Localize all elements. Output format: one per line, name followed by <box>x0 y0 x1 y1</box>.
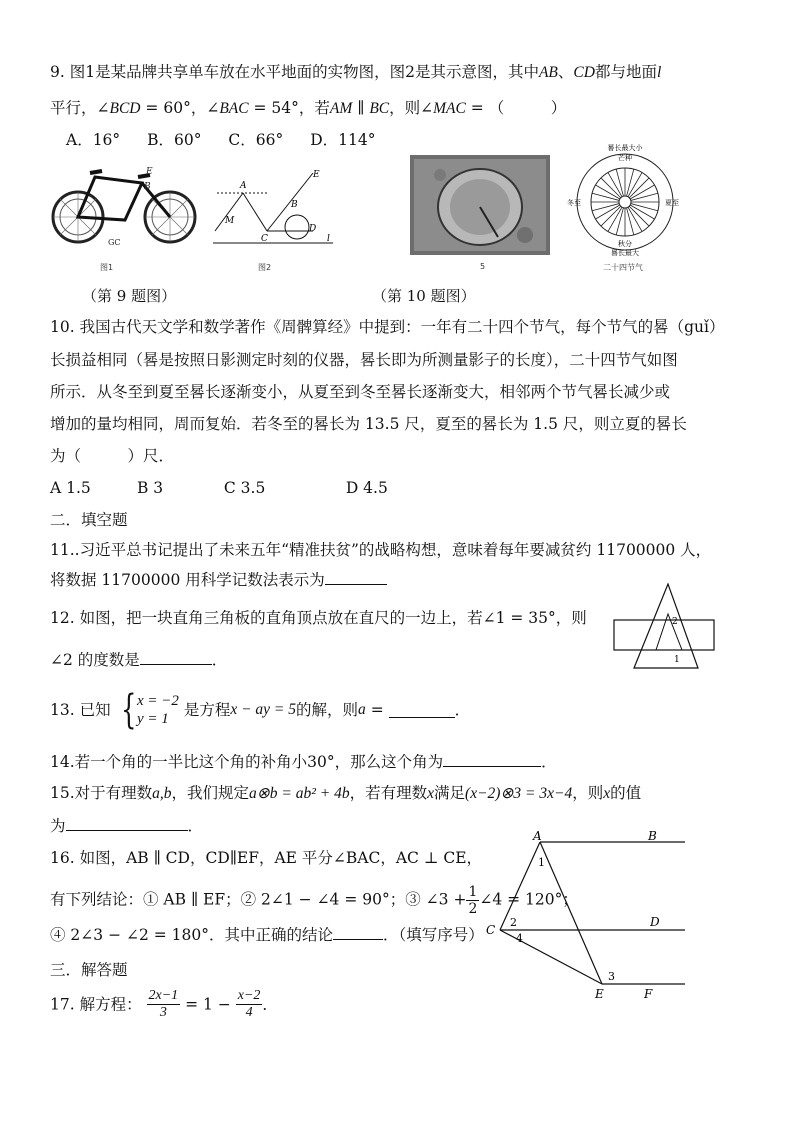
q10-line4: 增加的量均相同，周而复始．若冬至的晷长为 13.5 尺，夏至的晷长为 1.5 尺，则立夏的晷长 <box>50 415 687 433</box>
section-solve: 三．解答题 <box>50 961 128 979</box>
q9-option-a: A．16° <box>66 131 121 149</box>
wheel-label-autumn: 秋分 <box>618 240 632 248</box>
photo-caption: 5 <box>480 262 486 271</box>
svg-text:C: C <box>261 234 268 244</box>
wheel-spoke <box>601 178 621 198</box>
q13-answer-blank[interactable] <box>389 703 455 718</box>
svg-text:E: E <box>595 987 604 1000</box>
q9-line1: 9. 图1是某品牌共享单车放在水平地面的实物图，图2是其示意图，其中AB、CD都与地面l <box>50 63 662 81</box>
svg-text:C: C <box>486 923 496 937</box>
q9-option-d: D．114° <box>310 131 376 149</box>
q9-line2: 平行，∠BCD = 60°，∠BAC = 54°，若AM ∥ BC，则∠MAC = （ ） <box>50 99 567 117</box>
wheel-spoke <box>631 193 658 200</box>
wheel-label-winter: 冬至 <box>567 199 581 207</box>
q10-options <box>50 478 428 498</box>
q11-line2: 将数据 11700000 用科学记数法表示为 <box>50 570 387 590</box>
wheel-spoke <box>627 208 634 235</box>
wheel-spoke <box>631 204 658 211</box>
q16-line1: 16. 如图，AB ∥ CD，CD∥EF，AE 平分∠BAC，AC ⊥ CE， <box>50 849 483 867</box>
svg-text:B: B <box>648 830 657 843</box>
q12-angle-2: 2 <box>672 617 678 627</box>
wheel-label-max: 晷长最大 <box>611 249 639 257</box>
svg-text:M: M <box>225 216 235 226</box>
svg-text:3: 3 <box>608 970 615 983</box>
q12-angle-1: 1 <box>674 655 680 665</box>
q10-option-a: A 1.5 <box>50 479 91 497</box>
svg-text:D: D <box>309 224 317 234</box>
q16-answer-blank[interactable] <box>333 925 383 940</box>
svg-text:E: E <box>313 170 320 180</box>
svg-text:l: l <box>327 234 330 244</box>
q9-option-b: B．60° <box>147 131 202 149</box>
q9-figure-caption: （第 9 题图） <box>82 287 177 305</box>
q11-line1: 11..习近平总书记提出了未来五年“精准扶贫”的战略构想，意味着每年要减贫约 11700000 人， <box>50 541 712 559</box>
wheel-label-summer: 夏至 <box>665 199 679 207</box>
svg-text:1: 1 <box>538 856 545 869</box>
q10-line1: 10. 我国古代天文学和数学著作《周髀算经》中提到：一年有二十四个节气，每个节气的晷（guǐ） <box>50 318 725 336</box>
wheel-top-label: 晷长最大小 <box>607 144 643 152</box>
wheel-spoke <box>616 169 623 196</box>
q10-line5: 为（ ）尺． <box>50 447 175 465</box>
svg-text:D: D <box>650 915 660 929</box>
svg-text:F: F <box>644 987 653 1000</box>
wheel-spoke <box>629 206 649 226</box>
q17-line: 17. 解方程： $\frac{2x-1}{3}$ = 1 − $\frac{x-2}{4}$ ． <box>50 988 278 1020</box>
q16-line2: 有下列结论：① AB ∥ EF；② 2∠1 − ∠4 = 90°；③ ∠3 + $\frac{1}{2}$ ∠4 = 120°； <box>50 884 578 917</box>
q16-line3: ④ 2∠3 − ∠2 = 180°．其中正确的结论 ．（填写序号） <box>50 926 484 944</box>
bicycle-photo <box>50 165 200 255</box>
svg-text:E: E <box>146 167 153 177</box>
q15-line2: 为 ． <box>50 817 204 835</box>
fig2-caption: 图2 <box>258 263 272 272</box>
svg-text:B: B <box>144 182 151 192</box>
q15-line1: 15.对于有理数a,b，我们规定a⊗b = ab² + 4b，若有理数x满足(x−2)⊗3 = 3x−4，则x的值 <box>50 784 642 802</box>
q12-ruler-triangle-figure <box>612 580 717 672</box>
q14-line: 14.若一个角的一半比这个角的补角小30°，那么这个角为 ． <box>50 753 557 771</box>
q10-line2: 长损益相同（晷是按照日影测定时刻的仪器，晷长即为所测量影子的长度），二十四节气如图 <box>50 351 678 369</box>
wheel-spoke <box>616 208 623 235</box>
svg-text:A: A <box>240 181 247 191</box>
q10-line3: 所示．从冬至到夏至晷长逐渐变小，从夏至到冬至晷长逐渐变大，相邻两个节气晷长减少或 <box>50 383 671 401</box>
q15-answer-blank[interactable] <box>66 816 188 831</box>
section-fill-in: 二．填空题 <box>50 511 128 529</box>
q10-option-c: C 3.5 <box>223 479 266 497</box>
svg-text:GC: GC <box>108 238 121 247</box>
q10-figure-caption: （第 10 题图） <box>372 287 476 305</box>
q13-line: 13. 已知 { x = −2 y = 1 是方程x − ay = 5的解，则a = ． <box>50 687 471 733</box>
svg-text:A: A <box>533 830 542 843</box>
wheel-spoke <box>592 204 619 211</box>
bicycle-schematic <box>205 165 340 250</box>
wheel-label-summer-a: 芒种 <box>618 154 632 162</box>
q12-line2: ∠2 的度数是 ． <box>50 651 228 669</box>
svg-text:2: 2 <box>510 916 517 929</box>
q14-answer-blank[interactable] <box>443 752 541 767</box>
svg-text:B: B <box>291 200 298 210</box>
q9-option-c: C．66° <box>228 131 284 149</box>
q12-line1: 12. 如图，把一块直角三角板的直角顶点放在直尺的一边上，若∠1 = 35°，则 <box>50 609 587 627</box>
q12-answer-blank[interactable] <box>140 650 212 665</box>
svg-text:4: 4 <box>516 932 523 945</box>
q11-answer-blank[interactable] <box>325 570 387 585</box>
wheel-spoke <box>629 178 649 198</box>
q10-option-b: B 3 <box>136 479 164 497</box>
fig1-caption: 图1 <box>100 263 114 272</box>
wheel-caption: 二十四节气 <box>603 263 643 272</box>
q10-option-d: D 4.5 <box>345 479 388 497</box>
solar-terms-wheel <box>565 140 685 260</box>
sundial-photo <box>410 155 550 255</box>
wheel-spoke <box>592 193 619 200</box>
q16-parallel-lines-figure <box>480 830 695 1000</box>
q9-options <box>66 130 397 150</box>
wheel-spoke <box>601 206 621 226</box>
wheel-spoke <box>627 169 634 196</box>
